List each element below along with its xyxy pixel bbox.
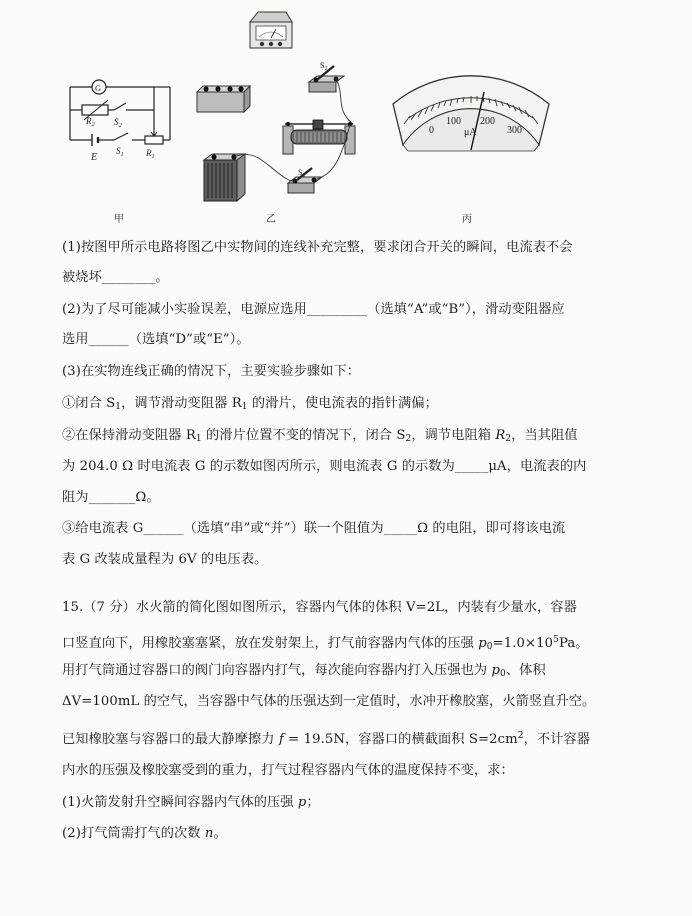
switch-s1-device	[288, 168, 322, 193]
q14-part1-line1: (1)按图甲所示电路将图乙中实物间的连线补充完整，要求闭合开关的瞬间，电流表不会	[62, 240, 573, 255]
q15-line1: 15.（7 分）水火箭的简化图如图所示，容器内气体的体积 V=2L，内装有少量水，容器	[62, 600, 577, 615]
step1-text-c: 的滑片，使电流表的指针满偏；	[247, 396, 438, 411]
q14-step2-line2: 为 204.0 Ω 时电流表 G 的示数如图丙所示，则电流表 G 的示数为_____μA，电流表的内	[62, 459, 587, 474]
q15-l8-text-a: (2)打气筒需打气的次数	[62, 826, 205, 841]
q15-l2-text-b: =1.0×10	[492, 636, 554, 651]
label-s2: $S_2$	[114, 117, 122, 129]
q15-l3-p-sub: 0	[500, 669, 506, 679]
q14-step3-line2: 表 G 改装成量程为 6V 的电压表。	[62, 552, 268, 567]
step1-text-b: ，调节滑动变阻器 R	[121, 396, 242, 411]
meter-tick-100: 100	[446, 116, 461, 127]
label-s2-device: $S_2$	[320, 61, 328, 72]
q14-part1-line2: 被烧坏________。	[62, 270, 169, 285]
q15-line2	[62, 632, 589, 655]
step2-r2-sub: 2	[505, 434, 512, 444]
q15-l7-text-b: ；	[306, 795, 320, 810]
q15-l5-f: f	[278, 732, 284, 747]
q15-l5-exp: 2	[517, 731, 524, 741]
q14-part3-intro: (3)在实物连线正确的情况下，主要实验步骤如下：	[62, 364, 361, 379]
q15-l3-text-a: 用打气筒通过容器口的阀门向容器内打气，每次能向容器内打入压强也为	[62, 663, 492, 678]
rheostat-device	[283, 120, 355, 154]
step1-text-a: ①闭合 S	[62, 396, 116, 411]
q15-l5-text-a: 已知橡胶塞与容器口的最大静摩擦力	[62, 732, 279, 747]
step2-r1-sub: 1	[195, 434, 202, 444]
caption-jia: 甲	[114, 214, 124, 225]
caption-yi: 乙	[266, 214, 276, 225]
label-e: E	[91, 152, 98, 163]
rheostat-slider-arrow	[151, 128, 157, 136]
q15-l8-text-b: 。	[213, 826, 227, 841]
step1-r1-sub: 1	[241, 402, 248, 412]
q15-l2-text-a: 口竖直向下，用橡胶塞塞紧，放在发射架上，打气前容器内气体的压强	[62, 636, 479, 651]
step2-text-c: ，调节电阻箱	[411, 428, 496, 443]
q15-l3-text-b: 、体积	[505, 663, 546, 678]
q14-step2-line3: 阻为_______Ω。	[62, 490, 160, 505]
label-r2: $R_2$	[86, 116, 95, 128]
label-r1: $R_1$	[146, 148, 155, 160]
step2-text-d: ，当其阻值	[511, 428, 578, 443]
switch-s1-symbol	[114, 133, 128, 140]
q15-line5	[62, 728, 590, 748]
q15-line6: 内水的压强及橡胶塞受到的重力，打气过程容器内气体的温度保持不变，求：	[62, 763, 514, 778]
galvanometer-device	[250, 12, 292, 48]
resistance-box-device	[197, 86, 250, 112]
step2-r2: R	[495, 428, 506, 443]
q15-line3	[62, 663, 546, 682]
label-g: G	[95, 83, 102, 93]
q15-l5-text-c: ，不计容器	[523, 732, 591, 747]
q14-part2-line1: (2)为了尽可能减小实验误差，电源应选用_________（选填“A”或“B”），滑动变阻器应	[62, 302, 565, 317]
q15-l7-text-a: (1)火箭发射升空瞬间容器内气体的压强	[62, 795, 298, 810]
label-s1-device: $S_1$	[298, 168, 306, 179]
figure-svg	[0, 0, 692, 225]
q15-l7-p: p	[297, 795, 307, 810]
q15-l2-p: p	[478, 636, 487, 651]
q15-l2-text-c: Pa。	[558, 636, 589, 651]
meter-tick-300: 300	[507, 125, 522, 136]
meter-unit: μA	[464, 127, 477, 138]
step2-text-b: 的滑片位置不变的情况下，闭合 S	[201, 428, 406, 443]
switch-s2-symbol	[114, 103, 126, 110]
q14-step3-line1: ③给电流表 G______（选填“串”或“并”）联一个阻值为_____Ω 的电阻，即可将该电流	[62, 521, 566, 536]
q15-line4: ΔV=100mL 的空气，当容器中气体的压强达到一定值时，水冲开橡胶塞，火箭竖直升空。	[62, 694, 596, 709]
q15-l2-exp: 5	[553, 635, 559, 645]
q14-step1	[62, 396, 438, 415]
meter-tick-200: 200	[480, 116, 495, 127]
step2-s2-sub: 2	[405, 434, 412, 444]
label-s1: $S_1$	[116, 146, 124, 158]
caption-bing: 丙	[462, 214, 472, 225]
q14-step2-line1	[62, 428, 578, 447]
q15-l2-p-sub: 0	[486, 642, 493, 652]
q14-part2-line2: 选用______（选填“D”或“E”）。	[62, 332, 250, 347]
q15-line8	[62, 826, 227, 842]
resistance-box-symbol	[82, 105, 108, 115]
step1-s1-sub: 1	[115, 402, 122, 412]
rheostat-symbol	[145, 136, 163, 144]
meter-tick-0: 0	[429, 125, 434, 136]
q15-l5-text-b: = 19.5N，容器口的横截面积 S=2cm	[283, 732, 518, 747]
battery-device	[204, 154, 245, 201]
step2-text-a: ②在保持滑动变阻器 R	[62, 428, 196, 443]
q15-line7	[62, 795, 320, 811]
figure-area	[0, 0, 692, 225]
q15-l3-p: p	[491, 663, 501, 678]
q15-l8-n: n	[204, 826, 214, 841]
meter-scale	[393, 76, 549, 151]
